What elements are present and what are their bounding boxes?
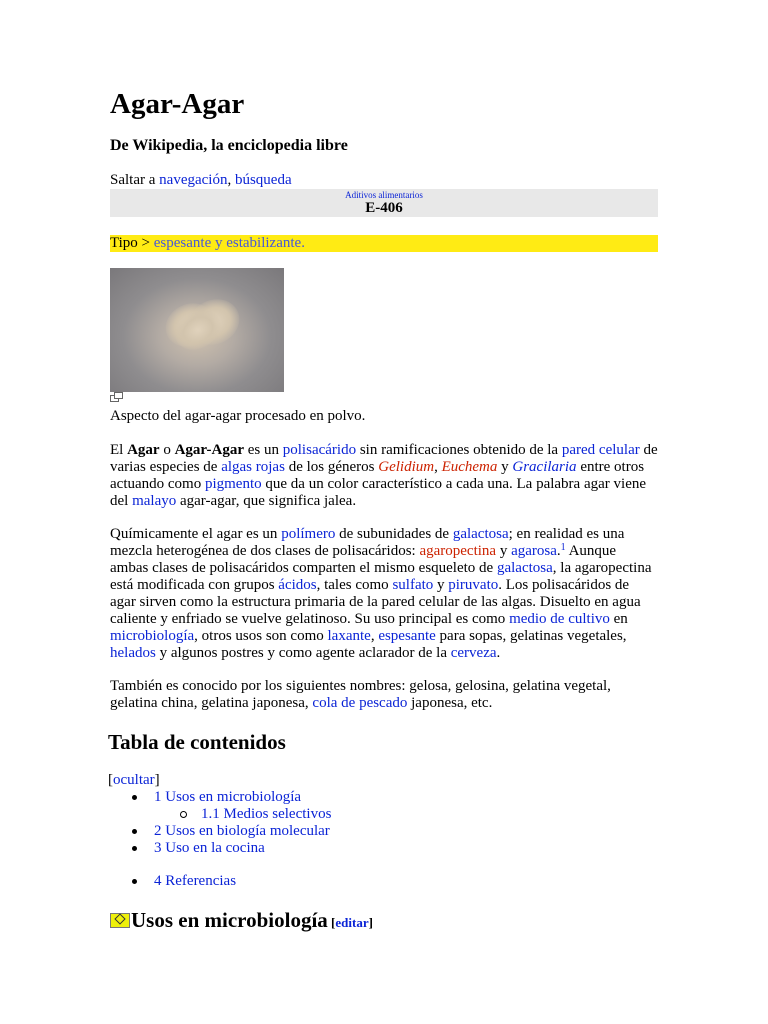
toc-item xyxy=(154,823,330,840)
tipo-value-link[interactable]: espesante y estabilizante. xyxy=(153,235,305,251)
link-piruvato[interactable]: piruvato xyxy=(448,577,499,593)
link-gracilaria[interactable]: Gracilaria xyxy=(512,459,577,475)
toc-item xyxy=(154,789,301,806)
link-polisacarido[interactable]: polisacárido xyxy=(282,442,357,458)
section-heading-microbiologia: Usos en microbiología [editar] xyxy=(110,907,373,936)
link-cola-de-pescado[interactable]: cola de pescado xyxy=(312,695,408,711)
jump-to-search-link[interactable]: búsqueda xyxy=(234,172,292,188)
link-agaropectina[interactable]: agaropectina xyxy=(419,543,497,559)
names-paragraph: También es conocido por los siguientes nombres: gelosa, gelosina, gelatina vegetal, gelatina china, gelatina japonesa, cola de pescado japonesa, etc. xyxy=(110,678,611,711)
infobox-tipo-row: Tipo > espesante y estabilizante. xyxy=(110,235,658,252)
link-cerveza[interactable]: cerveza xyxy=(450,645,497,661)
toc-link-biologia-molecular[interactable]: 2 Usos en biología molecular xyxy=(154,823,330,839)
edit-section-link[interactable]: editar xyxy=(335,915,369,930)
link-acidos[interactable]: ácidos xyxy=(278,577,317,593)
link-pigmento[interactable]: pigmento xyxy=(204,476,262,492)
toc-item xyxy=(154,873,236,890)
chemistry-paragraph: Químicamente el agar es un polímero de subunidades de galactosa; en realidad es una mezcla heterogénea de dos clases de polisacáridos: agaropectina y agarosa.$^1$ Aunque ambas clases de polisacáridos comparten el mismo esqueleto de galactosa, la agaropectina está modificada con grupos ácidos, tales como sulfato y piruvato. Los polisacáridos de agar sirven como la estructura primaria de la pared celular de las algas. Disuelto en agua caliente y enfriado se vuelve gelatinoso. Su uso principal es como medio de cultivo en microbiología, otros usos son como laxante, espesante para sopas, gelatinas vegetales, helados y algunos postres y como agente aclarador de la cerveza. xyxy=(110,526,652,661)
link-microbiologia[interactable]: microbiología xyxy=(110,628,195,644)
toc-link-uso-cocina[interactable]: 3 Uso en la cocina xyxy=(154,840,265,856)
page-subtitle: De Wikipedia, la enciclopedia libre xyxy=(110,137,348,154)
link-sulfato[interactable]: sulfato xyxy=(392,577,434,593)
toc-link-usos-microbiologia[interactable]: 1 Usos en microbiología xyxy=(154,789,302,805)
link-agarosa[interactable]: agarosa xyxy=(511,543,557,559)
magnify-clip-icon[interactable] xyxy=(110,392,124,401)
infobox-category-link[interactable]: Aditivos alimentarios xyxy=(345,190,423,200)
link-malayo[interactable]: malayo xyxy=(132,493,177,509)
link-laxante[interactable]: laxante xyxy=(327,628,371,644)
toc-link-medios-selectivos[interactable]: 1.1 Medios selectivos xyxy=(201,806,332,822)
toc-toggle: [ocultar] xyxy=(108,772,160,788)
reference-link[interactable]: 1 xyxy=(560,542,566,553)
infobox-header xyxy=(110,189,658,217)
toc-hide-link[interactable]: ocultar xyxy=(113,772,155,788)
link-galactosa[interactable]: galactosa xyxy=(452,526,509,542)
link-euchema[interactable]: Euchema xyxy=(441,459,498,475)
jump-links: Saltar a navegación, búsqueda xyxy=(110,172,292,188)
link-pared-celular[interactable]: pared celular xyxy=(561,442,640,458)
toc-item xyxy=(154,840,265,857)
link-galactosa-2[interactable]: galactosa xyxy=(496,560,553,576)
agar-powder-photo[interactable] xyxy=(110,268,284,392)
intro-paragraph: El Agar o Agar-Agar es un polisacárido sin ramificaciones obtenido de la pared celular de varias especies de algas rojas de los géneros Gelidium, Euchema y Gracilaria entre otros actuando como pigmento que da un color característico a cada una. La palabra agar viene del malayo agar-agar, que significa jalea. xyxy=(110,442,658,509)
toc-subitem xyxy=(201,806,331,823)
link-medio-de-cultivo[interactable]: medio de cultivo xyxy=(509,611,610,627)
toc-title: Tabla de contenidos xyxy=(108,730,286,754)
link-polimero[interactable]: polímero xyxy=(281,526,336,542)
link-algas-rojas[interactable]: algas rojas xyxy=(221,459,285,475)
page-title: Agar-Agar xyxy=(110,88,245,120)
jump-to-navigation-link[interactable]: navegación xyxy=(159,172,228,188)
edit-section-icon[interactable] xyxy=(110,913,130,928)
infobox-code: E-406 xyxy=(365,200,403,216)
image-caption: Aspecto del agar-agar procesado en polvo. xyxy=(110,408,366,424)
link-helados[interactable]: helados xyxy=(110,645,156,661)
link-espesante[interactable]: espesante xyxy=(378,628,436,644)
link-gelidium[interactable]: Gelidium xyxy=(378,459,435,475)
toc-link-referencias[interactable]: 4 Referencias xyxy=(154,873,237,889)
